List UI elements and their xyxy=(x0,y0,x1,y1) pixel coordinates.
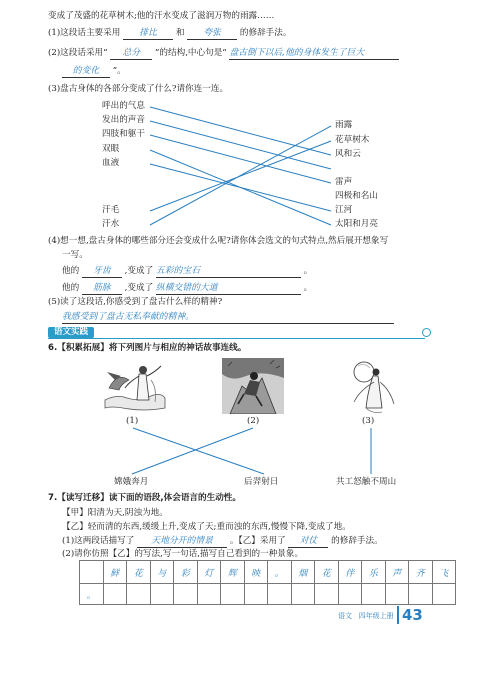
grid-cell: 映 xyxy=(244,561,268,584)
q6-title-rest: 将下列图片与相应的神话故事连线。 xyxy=(108,343,247,353)
grid-cell xyxy=(127,584,151,605)
story-title: 共工怒触不周山 xyxy=(336,477,397,487)
q4-s2-answer-2: 纵横交错的大道 xyxy=(156,283,301,295)
q2-suffix: ”。 xyxy=(112,66,126,76)
q7-sub1-answer-2: 对仗 xyxy=(288,536,328,548)
footer-subject: 语文 xyxy=(338,612,352,620)
q4-s2-a: 他的 xyxy=(62,283,80,293)
q1-mid: 和 xyxy=(175,28,185,38)
writing-grid xyxy=(79,560,456,605)
q3-left-item: 四肢和躯干 xyxy=(102,129,145,139)
q3-right-item: 雨露 xyxy=(335,120,353,130)
writing-grid-row-1 xyxy=(80,561,456,584)
q1-prefix: (1)这段话主要采用 xyxy=(48,28,121,38)
q5-answer: 我感受到了盘古无私奉献的精神。 xyxy=(62,312,394,324)
q5-prompt: (5)读了这段话,你感受到了盘古什么样的精神? xyxy=(48,297,223,307)
page-number-bar xyxy=(397,606,399,624)
q4-s1-answer-1: 牙齿 xyxy=(82,266,122,278)
q7-passage-jia: 【甲】阳清为天,阴浊为地。 xyxy=(62,508,168,518)
q4-s2-end: 。 xyxy=(303,283,313,293)
grid-cell xyxy=(221,584,245,605)
q7-sub-1 xyxy=(62,536,383,548)
q4-s1-end: 。 xyxy=(303,266,313,276)
grid-cell: 与 xyxy=(150,561,174,584)
intro-line: 变成了茂盛的花草树木;他的汗水变成了滋润万物的雨露…… xyxy=(48,11,275,21)
q3-left-item: 呼出的气息 xyxy=(102,101,145,111)
q3-right-item: 雷声 xyxy=(335,177,353,187)
grid-cell xyxy=(197,584,221,605)
q4-prompt-1: (4)想一想,盘古身体的哪些部分还会变成什么呢?请你体会选文的句式特点,然后展开想象写 xyxy=(48,236,389,246)
q7-sub1-answer-1: 天地分开的情景 xyxy=(137,536,227,548)
grid-cell: 灯 xyxy=(197,561,221,584)
q3-prompt: (3)盘古身体的各部分变成了什么?请你连一连。 xyxy=(48,84,229,94)
grid-cell: 烟 xyxy=(291,561,315,584)
q4-s2-b: ,变成了 xyxy=(124,283,154,293)
q1-answer-1: 排比 xyxy=(123,28,173,40)
grid-cell xyxy=(80,561,104,584)
q4-s1-answer-2: 五彩的宝石 xyxy=(156,266,301,278)
q3-right-item: 花草树木 xyxy=(335,135,370,145)
picture-label: (3) xyxy=(362,416,375,426)
q6-title-tag: 6.【积累拓展】 xyxy=(48,343,109,353)
q7-title xyxy=(48,493,241,504)
grid-cell xyxy=(291,584,315,605)
q2-answer-1: 总分 xyxy=(110,48,152,60)
q2-answer-2a: 盘古倒下以后,他的身体发生了巨大 xyxy=(229,48,399,60)
section-banner-label: 语文实践 xyxy=(48,327,94,338)
q7-sub1-b: 。【乙】采用了 xyxy=(229,536,286,546)
story-title: 后羿射日 xyxy=(244,477,279,487)
grid-cell xyxy=(103,584,127,605)
grid-cell: 花 xyxy=(315,561,339,584)
q3-left-item: 汗水 xyxy=(102,219,120,229)
grid-cell: 伴 xyxy=(338,561,362,584)
grid-cell xyxy=(409,584,433,605)
grid-cell: 乐 xyxy=(362,561,386,584)
q3-left-item: 发出的声音 xyxy=(102,115,145,125)
q7-sub1-c: 的修辞手法。 xyxy=(331,536,383,546)
match-line-pic1 xyxy=(133,428,264,474)
q7-passage-yi: 【乙】轻而清的东西,缓缓上升,变成了天;重而浊的东西,慢慢下降,变成了地。 xyxy=(62,522,351,532)
grid-cell: 飞 xyxy=(432,561,456,584)
grid-cell: 花 xyxy=(127,561,151,584)
q7-title-rest: 读下面的语段,体会语言的生动性。 xyxy=(108,493,241,503)
q4-s1-a: 他的 xyxy=(62,266,80,276)
grid-cell xyxy=(268,584,292,605)
page-footer xyxy=(338,611,394,621)
q3-right-item: 江河 xyxy=(335,205,353,215)
q3-left-item: 双眼 xyxy=(102,144,120,154)
picture-label: (1) xyxy=(126,416,139,426)
q2-mid: ”的结构,中心句是“ xyxy=(155,48,227,58)
q3-right-item: 风和云 xyxy=(335,149,361,159)
grid-cell xyxy=(385,584,409,605)
q4-s2-answer-1: 筋脉 xyxy=(82,283,122,295)
grid-cell: 鲜 xyxy=(103,561,127,584)
grid-cell: 。 xyxy=(80,584,104,605)
grid-cell xyxy=(174,584,198,605)
grid-cell: 声 xyxy=(385,561,409,584)
q3-right-item: 四极和名山 xyxy=(335,191,378,201)
q2-answer-2b: 的变化 xyxy=(62,66,110,78)
q3-right-item: 太阳和月亮 xyxy=(335,219,378,229)
picture-label: (2) xyxy=(247,416,260,426)
grid-cell: 彩 xyxy=(174,561,198,584)
q1-answer-2: 夸张 xyxy=(187,28,237,40)
q4-prompt-2: 一写。 xyxy=(62,250,88,260)
grid-cell: 。 xyxy=(268,561,292,584)
grid-cell xyxy=(338,584,362,605)
q7-title-tag: 7.【读写迁移】 xyxy=(48,493,109,503)
grid-cell xyxy=(315,584,339,605)
q3-left-item: 血液 xyxy=(102,158,120,168)
grid-cell: 辉 xyxy=(221,561,245,584)
writing-grid-row-2 xyxy=(80,584,456,605)
page-number: 43 xyxy=(402,606,423,624)
q7-sub-2: (2)请你仿照【乙】的写法,写一句话,描写自己看到的一种景象。 xyxy=(62,549,304,559)
story-title: 嫦娥奔月 xyxy=(114,477,149,487)
q3-left-item: 汗毛 xyxy=(102,205,120,215)
footer-grade: 四年级上册 xyxy=(358,612,394,620)
q1-suffix: 的修辞手法。 xyxy=(239,28,292,38)
grid-cell xyxy=(150,584,174,605)
grid-cell xyxy=(244,584,268,605)
grid-cell: 齐 xyxy=(409,561,433,584)
q7-sub1-a: (1)这两段话描写了 xyxy=(62,536,135,546)
match-line-pic2 xyxy=(132,428,253,474)
q4-s1-b: ,变成了 xyxy=(124,266,154,276)
grid-cell xyxy=(362,584,386,605)
grid-cell xyxy=(432,584,456,605)
q2-prefix: (2)这段话采用“ xyxy=(48,48,108,58)
